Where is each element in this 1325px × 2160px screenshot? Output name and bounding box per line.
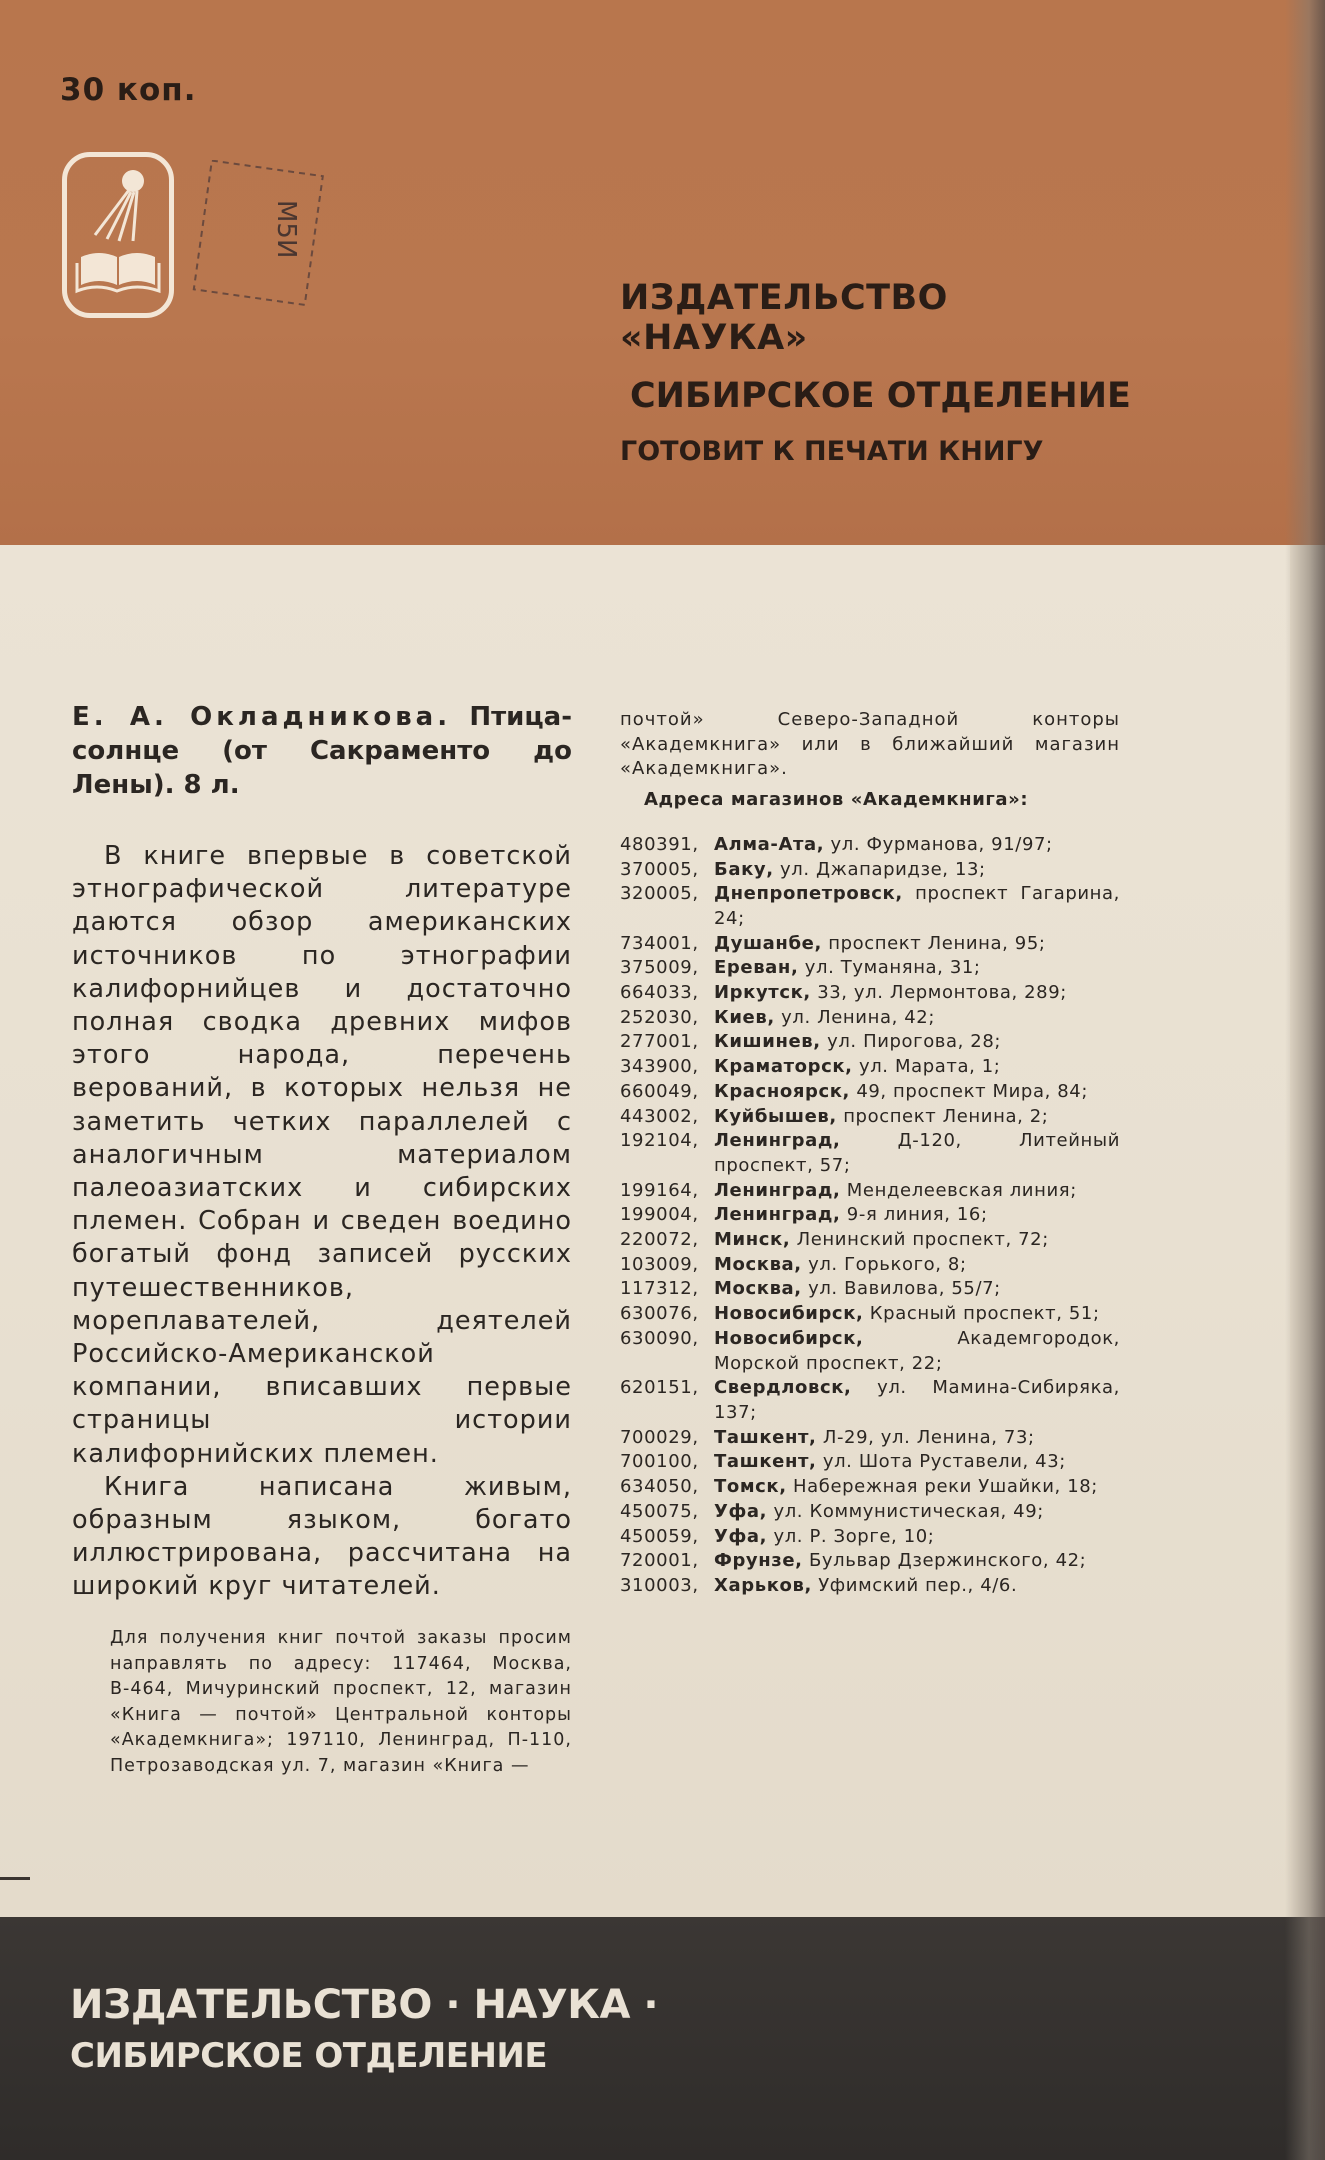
address-row — [620, 1549, 1120, 1574]
address-street: ул. Джапаридзе, 13; — [779, 858, 986, 880]
address-street: ул. Вавилова, 55/7; — [808, 1278, 1001, 1300]
address-text — [714, 1203, 1120, 1228]
address-text — [714, 1500, 1120, 1525]
address-text — [714, 1302, 1120, 1327]
book-announcement — [72, 700, 572, 1604]
address-city: Красноярск, — [714, 1080, 850, 1102]
address-row — [620, 882, 1120, 931]
address-zip: 700100, — [620, 1451, 699, 1473]
book-title — [72, 700, 572, 802]
address-city: Иркутск, — [714, 982, 811, 1004]
address-street: ул. Туманяна, 31; — [804, 957, 981, 979]
book-description-paragraph: В книге впервые в советской этнографической литературе даются обзор американских источников по этнографии калифорнийцев и достаточно полная сводка древних мифов этого народа, перечень верований, в которых нельзя не заметить четких параллелей с аналогичным материалом палеоазиатских и сибирских племен. Собран и сведен воедино богатый фонд записей русских путешественников, мореплавателей, деятелей Российско-Американской компании, вписавших первые страницы истории калифорнийских племен. — [72, 841, 572, 1469]
address-city: Новосибирск, — [714, 1327, 864, 1349]
address-text — [714, 1327, 1120, 1376]
address-city: Киев, — [714, 1006, 775, 1028]
address-street: 9-я линия, 16; — [846, 1204, 988, 1226]
address-zip: 734001, — [620, 932, 699, 954]
address-zip: 199164, — [620, 1179, 699, 1201]
address-city: Москва, — [714, 1253, 802, 1275]
address-city: Душанбе, — [714, 932, 822, 954]
address-zip: 103009, — [620, 1253, 699, 1275]
address-zip: 720001, — [620, 1550, 699, 1572]
address-street: ул. Р. Зорге, 10; — [773, 1525, 935, 1547]
address-street: Д-120, Литейный проспект, 57; — [714, 1130, 1121, 1176]
address-city: Баку, — [714, 858, 774, 880]
address-zip: 375009, — [620, 957, 699, 979]
address-text — [714, 1129, 1120, 1178]
addresses-heading: Адреса магазинов «Академкнига»: — [644, 789, 1029, 811]
address-street: Академгородок, Морской проспект, 22; — [714, 1327, 1120, 1374]
book-description — [72, 840, 572, 1604]
address-zip: 480391, — [620, 833, 699, 855]
library-stamp — [190, 160, 330, 310]
address-city: Ленинград, — [714, 1130, 841, 1152]
address-street: проспект Ленина, 2; — [843, 1105, 1049, 1127]
address-street: ул. Ленина, 42; — [781, 1006, 935, 1028]
address-city: Москва, — [714, 1278, 802, 1300]
address-row — [620, 1277, 1120, 1302]
address-zip: 370005, — [620, 858, 699, 880]
footer-branch-name: СИБИРСКОЕ ОТДЕЛЕНИЕ — [70, 2036, 548, 2076]
address-street: Набережная реки Ушайки, 18; — [793, 1476, 1098, 1498]
address-text — [714, 1549, 1120, 1574]
worn-right-edge — [1285, 0, 1325, 2160]
address-zip: 343900, — [620, 1056, 699, 1078]
edge-mark — [0, 1877, 30, 1880]
address-row — [620, 1105, 1120, 1130]
address-zip: 450059, — [620, 1525, 699, 1547]
book-author: Е. А. Окладникова. — [72, 702, 452, 732]
address-city: Кишинев, — [714, 1031, 821, 1053]
address-zip: 252030, — [620, 1006, 699, 1028]
address-street: Менделеевская линия; — [846, 1179, 1077, 1201]
address-city: Ташкент, — [714, 1451, 817, 1473]
address-row — [620, 981, 1120, 1006]
header-announcement: ГОТОВИТ К ПЕЧАТИ КНИГУ — [620, 436, 1044, 467]
address-city: Уфа, — [714, 1500, 768, 1522]
address-text — [714, 1105, 1120, 1130]
address-street: ул. Коммунистическая, 49; — [773, 1500, 1044, 1522]
address-zip: 310003, — [620, 1574, 699, 1596]
address-zip: 117312, — [620, 1278, 699, 1300]
address-city: Ленинград, — [714, 1204, 841, 1226]
address-row — [620, 1228, 1120, 1253]
publisher-logo-icon — [62, 152, 174, 318]
address-row — [620, 1450, 1120, 1475]
address-street: проспект Ленина, 95; — [828, 932, 1046, 954]
address-row — [620, 1376, 1120, 1425]
address-zip: 630076, — [620, 1303, 699, 1325]
address-zip: 634050, — [620, 1476, 699, 1498]
address-text — [714, 1030, 1120, 1055]
address-row — [620, 1475, 1120, 1500]
address-row — [620, 956, 1120, 981]
address-text — [714, 1426, 1120, 1451]
address-row — [620, 1080, 1120, 1105]
address-street: Красный проспект, 51; — [869, 1303, 1100, 1325]
address-street: ул. Пирогова, 28; — [827, 1031, 1002, 1053]
address-row — [620, 1426, 1120, 1451]
header-publisher-name: ИЗДАТЕЛЬСТВО «НАУКА» — [620, 278, 948, 358]
address-city: Краматорск, — [714, 1056, 853, 1078]
address-zip: 660049, — [620, 1080, 699, 1102]
address-zip: 620151, — [620, 1377, 699, 1399]
address-row — [620, 1574, 1120, 1599]
address-city: Ташкент, — [714, 1426, 817, 1448]
address-street: Л-29, ул. Ленина, 73; — [822, 1426, 1035, 1448]
address-row — [620, 1203, 1120, 1228]
address-text — [714, 1574, 1120, 1599]
address-street: Уфимский пер., 4/6. — [818, 1574, 1018, 1596]
address-city: Уфа, — [714, 1525, 768, 1547]
footer-publisher-name: ИЗДАТЕЛЬСТВО · НАУКА · — [70, 1982, 659, 2028]
address-street: 49, проспект Мира, 84; — [856, 1080, 1088, 1102]
address-street: проспект Гагарина, 24; — [714, 883, 1121, 929]
top-orange-band — [0, 0, 1325, 545]
address-zip: 199004, — [620, 1204, 699, 1226]
book-description-paragraph: Книга написана живым, образным языком, богато иллюстрирована, рассчитана на широкий круг читателей. — [72, 1471, 572, 1602]
address-row — [620, 1525, 1120, 1550]
address-text — [714, 956, 1120, 981]
address-street: ул. Марата, 1; — [858, 1056, 1001, 1078]
header-branch-name: СИБИРСКОЕ ОТДЕЛЕНИЕ — [630, 376, 1131, 416]
address-row — [620, 1006, 1120, 1031]
address-text — [714, 1450, 1120, 1475]
address-row — [620, 1055, 1120, 1080]
address-city: Томск, — [714, 1476, 787, 1498]
address-city: Новосибирск, — [714, 1303, 864, 1325]
address-zip: 192104, — [620, 1130, 699, 1152]
address-text — [714, 1228, 1120, 1253]
address-street: Ленинский проспект, 72; — [796, 1229, 1049, 1251]
address-text — [714, 1253, 1120, 1278]
address-zip: 630090, — [620, 1327, 699, 1349]
address-city: Харьков, — [714, 1574, 812, 1596]
address-text — [714, 932, 1120, 957]
address-zip: 220072, — [620, 1229, 699, 1251]
address-row — [620, 1129, 1120, 1178]
address-zip: 700029, — [620, 1426, 699, 1448]
address-text — [714, 1179, 1120, 1204]
address-row — [620, 1327, 1120, 1376]
address-city: Куйбышев, — [714, 1105, 837, 1127]
address-text — [714, 858, 1120, 883]
address-row — [620, 833, 1120, 858]
address-text — [714, 1376, 1120, 1425]
address-street: ул. Фурманова, 91/97; — [830, 833, 1053, 855]
address-text — [714, 833, 1120, 858]
address-city: Свердловск, — [714, 1377, 852, 1399]
address-row — [620, 1500, 1120, 1525]
address-text — [714, 1277, 1120, 1302]
address-row — [620, 1179, 1120, 1204]
address-text — [714, 1525, 1120, 1550]
address-row — [620, 1302, 1120, 1327]
address-zip: 450075, — [620, 1500, 699, 1522]
address-text — [714, 1080, 1120, 1105]
address-street: ул. Мамина-Сибиряка, 137; — [714, 1377, 1120, 1423]
address-text — [714, 1006, 1120, 1031]
address-row — [620, 858, 1120, 883]
book-title-text: Птица-солнце (от Сакраменто до Лены). 8 л. — [72, 702, 572, 800]
address-city: Ереван, — [714, 957, 799, 979]
address-row — [620, 932, 1120, 957]
address-city: Минск, — [714, 1229, 791, 1251]
address-city: Днепропетровск, — [714, 883, 903, 905]
address-street: Бульвар Дзержинского, 42; — [808, 1550, 1087, 1572]
address-street: ул. Горького, 8; — [808, 1253, 967, 1275]
address-zip: 443002, — [620, 1105, 699, 1127]
address-city: Ленинград, — [714, 1179, 841, 1201]
address-text — [714, 1055, 1120, 1080]
address-zip: 664033, — [620, 982, 699, 1004]
mail-order-continuation: почтой» Северо-Западной конторы «Академкнига» или в ближайший магазин «Академкнига». — [620, 709, 1120, 780]
stamp-text: М5И — [271, 200, 301, 259]
address-city: Алма-Ата, — [714, 833, 825, 855]
address-text — [714, 981, 1120, 1006]
address-text — [714, 882, 1120, 931]
address-list — [620, 833, 1120, 1599]
bookstore-addresses — [620, 708, 1120, 1599]
publisher-header — [620, 278, 1140, 467]
mail-order-info: Для получения книг почтой заказы просим направлять по адресу: 117464, Москва, В-464, Мичуринский проспект, 12, магазин «Книга — почтой» Центральной конторы «Академкнига»; 197110, Ленинград, П-110, Петрозаводская ул. 7, магазин «Книга — — [110, 1628, 572, 1776]
address-zip: 320005, — [620, 883, 699, 905]
footer-publisher — [70, 1982, 658, 2076]
address-street: ул. Шота Руставели, 43; — [822, 1451, 1066, 1473]
address-city: Фрунзе, — [714, 1550, 803, 1572]
address-row — [620, 1030, 1120, 1055]
address-text — [714, 1475, 1120, 1500]
address-street: 33, ул. Лермонтова, 289; — [817, 982, 1067, 1004]
address-row — [620, 1253, 1120, 1278]
price-label: 30 коп. — [60, 72, 197, 108]
address-zip: 277001, — [620, 1031, 699, 1053]
